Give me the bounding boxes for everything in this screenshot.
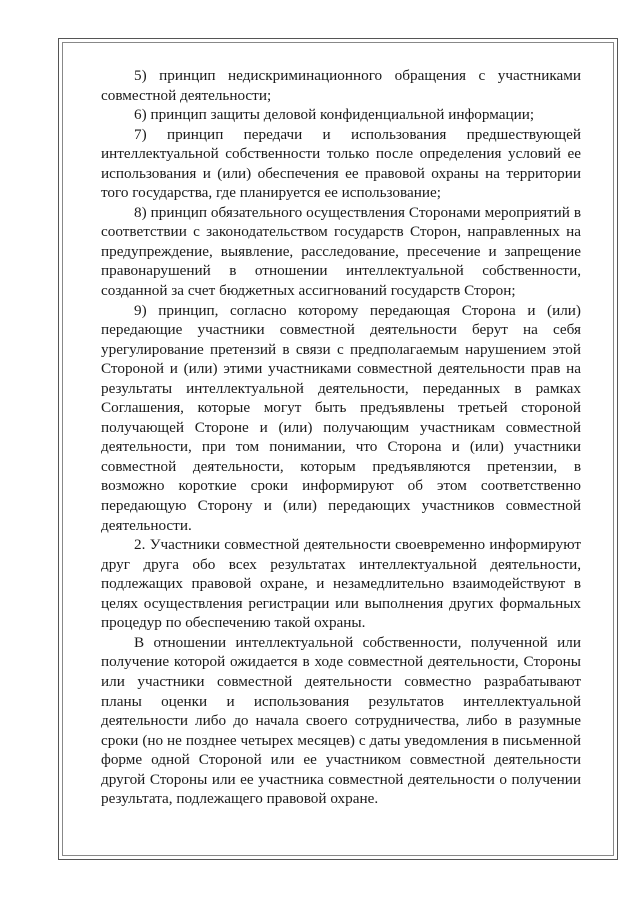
paragraph-item-9: 9) принцип, согласно которому передающая Сторона и (или) передающие участники совместной деятельности берут на себя урегулирование претензий в связи с предполагаемым нарушением этой Стороной и (или) этими участниками совместной деятельности прав на результаты интеллектуальной деятельности, переданных в рамках Соглашения, которые могут быть предъявлены третьей стороной получающей Стороне и (или) получающим участникам совместной деятельности, при том понимании, что Сторона и (или) участники совместной деятельности, которым предъявляются претензии, в возможно короткие сроки информируют об этом соответственно передающую Сторону и (или) передающих участников совместной деятельности. — [101, 301, 581, 534]
paragraph-ip-planning: В отношении интеллектуальной собственности, полученной или получение которой ожидается в ходе совместной деятельности, Стороны или участники совместной деятельности совместно разрабатывают планы оценки и использования результатов интеллектуальной деятельности либо до начала своего сотрудничества, либо в разумные сроки (но не позднее четырех месяцев) с даты уведомления в письменной форме одной Стороной или ее участником совместной деятельности другой Стороны или ее участника совместной деятельности о получении результата, подлежащего правовой охране. — [101, 633, 581, 808]
document-body — [101, 66, 581, 809]
paragraph-clause-2: 2. Участники совместной деятельности своевременно информируют друг друга обо всех результатах интеллектуальной деятельности, подлежащих правовой охране, и незамедлительно взаимодействуют в целях осуществления регистрации или выполнения других формальных процедур по обеспечению такой охраны. — [101, 536, 581, 632]
paragraph-item-5: 5) принцип недискриминационного обращения с участниками совместной деятельности; — [101, 67, 581, 104]
paragraph-item-8: 8) принцип обязательного осуществления Сторонами мероприятий в соответствии с законодательством государств Сторон, направленных на предупреждение, выявление, расследование, пресечение и запрещение правонарушений в отношении интеллектуальной собственности, созданной за счет бюджетных ассигнований государств Сторон; — [101, 203, 581, 300]
paragraph-item-6: 6) принцип защиты деловой конфиденциальной информации; — [134, 106, 535, 124]
paragraph-item-7: 7) принцип передачи и использования предшествующей интеллектуальной собственности только после определения условий ее использования и (или) обеспечения ее правовой охраны на территории того государства, где планируется ее использование; — [101, 125, 581, 202]
